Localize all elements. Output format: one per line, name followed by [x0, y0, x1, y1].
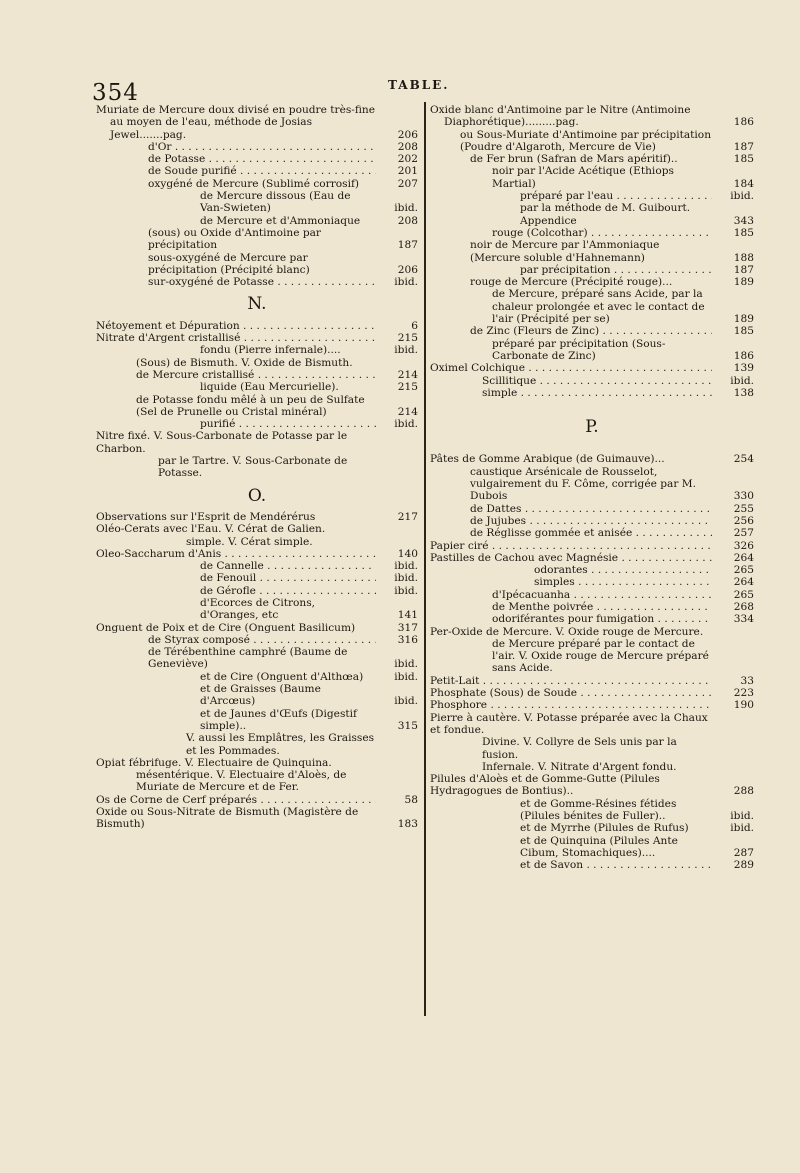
index-entry: [492, 165, 754, 190]
entry-text: Observations sur l'Esprit de Mendérérus: [96, 510, 316, 523]
entry-text: de Jujubes . . .: [470, 515, 712, 527]
index-section-o: [96, 511, 418, 831]
entry-text: odorantes . . .: [534, 564, 712, 576]
entry-text: de Fenouil . . .: [200, 572, 376, 584]
index-entry: [148, 178, 418, 190]
index-entry: [482, 761, 754, 773]
entry-text: de Réglisse gommée et anisée . . .: [470, 527, 712, 539]
index-entry: [136, 357, 418, 369]
index-entry: [96, 806, 418, 831]
entry-page-number: 288: [714, 785, 754, 797]
index-entry: [96, 794, 418, 806]
index-entry: [148, 165, 418, 177]
index-entry: [136, 369, 418, 381]
index-entry: [520, 859, 754, 871]
index-entry: [200, 585, 418, 597]
entry-text: et de Savon . . .: [520, 859, 712, 871]
entry-text: Papier ciré . . .: [430, 540, 712, 552]
index-entry: [158, 455, 418, 480]
index-entry: [200, 671, 418, 683]
entry-page-number: 265: [714, 589, 754, 601]
index-entry: [430, 540, 754, 552]
entry-page-number: 58: [378, 794, 418, 806]
entry-page-number: ibid.: [378, 572, 418, 584]
index-entry: [96, 430, 418, 455]
entry-text: (sous) ou Oxide d'Antimoine par précipitation: [148, 226, 321, 252]
entry-text: Pastilles de Cachou avec Magnésie . . .: [430, 552, 712, 564]
entry-text: Oxide ou Sous-Nitrate de Bismuth (Magistère de Bismuth): [96, 806, 359, 831]
entry-text: d'Or . . .: [148, 141, 376, 153]
index-entry: [430, 699, 754, 711]
entry-page-number: ibid.: [378, 585, 418, 597]
section-letter-p: P.: [585, 417, 599, 438]
index-entry: [200, 190, 418, 215]
entry-text: Scillitique . . .: [482, 375, 712, 387]
index-entry: [148, 634, 418, 646]
index-column-left: [96, 104, 418, 831]
entry-text: préparé par précipitation (Sous-Carbonate de Zinc): [492, 337, 666, 362]
page-header: [0, 0, 800, 110]
entry-text: Petit-Lait . . .: [430, 675, 712, 687]
entry-text: de Potasse . . .: [148, 153, 376, 165]
entry-text: de Zinc (Fleurs de Zinc) . . .: [470, 325, 712, 337]
entry-page-number: 33: [714, 675, 754, 687]
entry-text: rouge de Mercure (Précipité rouge)...: [470, 276, 673, 289]
entry-page-number: 326: [714, 540, 754, 552]
entry-page-number: 184: [714, 178, 754, 190]
entry-page-number: 207: [378, 178, 418, 190]
entry-text: Oxide blanc d'Antimoine par le Nitre (Antimoine Diaphorétique).........pag.: [430, 104, 691, 129]
entry-page-number: ibid.: [714, 375, 754, 387]
entry-page-number: 343: [714, 215, 754, 227]
entry-text: de Mercure cristallisé . . .: [136, 369, 376, 381]
entry-text: ou Sous-Muriate d'Antimoine par précipitation (Poudre d'Algaroth, Mercure de Vie): [460, 128, 712, 153]
entry-page-number: 140: [378, 548, 418, 560]
index-entry: [148, 646, 418, 671]
index-entry: [96, 548, 418, 560]
entry-page-number: 138: [714, 387, 754, 399]
index-entry: [520, 190, 754, 202]
entry-page-number: 256: [714, 515, 754, 527]
index-entry: [470, 239, 754, 264]
entry-page-number: 189: [714, 313, 754, 325]
entry-text: de Mercure, préparé sans Acide, par la chaleur prolongée et avec le contact de l'air (Précipité per se): [492, 288, 705, 326]
entry-page-number: 315: [378, 720, 418, 732]
entry-page-number: 317: [378, 622, 418, 634]
entry-text: caustique Arsénicale de Rousselot, vulgairement du F. Côme, corrigée par M. Dubois: [470, 465, 696, 503]
entry-page-number: 202: [378, 153, 418, 165]
entry-page-number: ibid.: [714, 810, 754, 822]
entry-text: fondu (Pierre infernale)....: [200, 344, 341, 357]
entry-page-number: 186: [714, 116, 754, 128]
entry-text: noir par l'Acide Acétique (Ethiops Martial): [492, 165, 674, 190]
entry-page-number: 187: [378, 239, 418, 251]
entry-text: de Mercure et d'Ammoniaque: [200, 214, 361, 227]
index-entry: [470, 503, 754, 515]
index-entry: [470, 515, 754, 527]
entry-text: de Menthe poivrée . . .: [492, 601, 712, 613]
entry-page-number: 316: [378, 634, 418, 646]
index-entry: [482, 736, 754, 761]
index-entry: [430, 104, 754, 129]
entry-text: de Térébenthine camphré (Baume de Geneviève): [148, 646, 348, 671]
entry-text: et de Myrrhe (Pilules de Rufus): [520, 822, 689, 835]
entry-page-number: 190: [714, 699, 754, 711]
index-entry: [96, 511, 418, 523]
entry-text: préparé par l'eau . . .: [520, 190, 712, 202]
entry-text: Nitre fixé. V. Sous-Carbonate de Potasse par le Charbon.: [96, 430, 348, 455]
entry-text: Oléo-Cerats avec l'Eau. V. Cérat de Galien.: [96, 523, 326, 536]
entry-page-number: 208: [378, 215, 418, 227]
index-column-right: [430, 104, 754, 872]
index-entry: [148, 252, 418, 277]
entry-text: Os de Corne de Cerf préparés . . .: [96, 794, 376, 806]
entry-page-number: 183: [378, 818, 418, 830]
entry-page-number: 186: [714, 350, 754, 362]
entry-text: V. aussi les Emplâtres, les Graisses et les Pommades.: [186, 732, 375, 757]
index-entry: [460, 129, 754, 154]
index-entry: [200, 560, 418, 572]
entry-page-number: 6: [378, 320, 418, 332]
index-entry: [520, 798, 754, 823]
entry-text: Nétoyement et Dépuration . . .: [96, 320, 376, 332]
entry-text: de Potasse fondu mêlé à un peu de Sulfate (Sel de Prunelle ou Cristal minéral): [136, 393, 365, 418]
page-number: 354: [92, 80, 139, 106]
index-entry: [492, 338, 754, 363]
index-entry: [430, 453, 754, 465]
running-head: TABLE.: [388, 78, 450, 92]
entry-text: Divine. V. Collyre de Sels unis par la fusion.: [482, 736, 677, 761]
index-entry: [186, 732, 418, 757]
entry-page-number: 206: [378, 264, 418, 276]
entry-page-number: 287: [714, 847, 754, 859]
entry-page-number: 208: [378, 141, 418, 153]
entry-page-number: ibid.: [714, 190, 754, 202]
index-entry: [430, 675, 754, 687]
index-entry: [148, 227, 418, 252]
index-entry: [430, 712, 754, 737]
index-entry: [200, 572, 418, 584]
entry-page-number: 265: [714, 564, 754, 576]
index-entry: [534, 564, 754, 576]
index-entry: [492, 601, 754, 613]
index-entry: [470, 527, 754, 539]
index-entry: [482, 375, 754, 387]
index-entry: [200, 381, 418, 393]
entry-page-number: 185: [714, 153, 754, 165]
index-entry: [470, 325, 754, 337]
entry-page-number: 289: [714, 859, 754, 871]
entry-text: de Styrax composé . . .: [148, 634, 376, 646]
entry-page-number: 257: [714, 527, 754, 539]
entry-text: purifié . . .: [200, 418, 376, 430]
index-entry: [96, 757, 418, 769]
index-section-p: [430, 453, 754, 871]
index-entry: [96, 332, 418, 344]
entry-text: de Cannelle . . .: [200, 560, 376, 572]
entry-text: oxygéné de Mercure (Sublimé corrosif): [148, 177, 360, 190]
section-letter-o: O.: [247, 485, 267, 506]
index-entry: [520, 822, 754, 834]
entry-page-number: ibid.: [378, 560, 418, 572]
index-entry: [96, 320, 418, 332]
entry-page-number: 223: [714, 687, 754, 699]
entry-page-number: 254: [714, 453, 754, 465]
index-entry: [470, 466, 754, 503]
entry-text: de Mercure préparé par le contact de l'air. V. Oxide rouge de Mercure préparé sans Acide.: [492, 637, 709, 675]
entry-page-number: ibid.: [378, 671, 418, 683]
column-divider: [424, 102, 426, 1016]
index-entry: [492, 227, 754, 239]
entry-page-number: 187: [714, 264, 754, 276]
entry-text: mésentérique. V. Electuaire d'Aloès, de Muriate de Mercure et de Fer.: [136, 769, 347, 794]
entry-page-number: 264: [714, 552, 754, 564]
entry-text: et de Cire (Onguent d'Althœa): [200, 670, 364, 683]
entry-page-number: 264: [714, 576, 754, 588]
index-entry: [492, 638, 754, 675]
index-entry: [200, 683, 418, 708]
index-entry: [136, 394, 418, 419]
index-entry: [430, 773, 754, 798]
entry-text: Pâtes de Gomme Arabique (de Guimauve)...: [430, 453, 665, 466]
index-entry: [470, 153, 754, 165]
entry-page-number: ibid.: [378, 418, 418, 430]
entry-text: Per-Oxide de Mercure. V. Oxide rouge de Mercure.: [430, 625, 704, 638]
entry-text: par la méthode de M. Guibourt. Appendice: [520, 202, 691, 227]
entry-text: simples . . .: [534, 576, 712, 588]
entry-page-number: 141: [378, 609, 418, 621]
entry-text: de Soude purifié . . .: [148, 165, 376, 177]
entry-text: liquide (Eau Mercurielle).: [200, 381, 339, 394]
index-entry: [96, 523, 418, 535]
entry-page-number: 185: [714, 325, 754, 337]
index-entry: [470, 276, 754, 288]
index-section-m: [96, 104, 418, 288]
entry-text: odoriférantes pour fumigation . . .: [492, 613, 712, 625]
index-entry: [492, 613, 754, 625]
entry-text: de Gérofle . . .: [200, 585, 376, 597]
section-letter-n: N.: [247, 294, 267, 315]
entry-text: Phosphate (Sous) de Soude . . .: [430, 687, 712, 699]
entry-text: et de Jaunes d'Œufs (Digestif simple)..: [200, 707, 357, 732]
entry-page-number: 214: [378, 369, 418, 381]
entry-text: et de Gomme-Résines fétides (Pilules bénites de Fuller)..: [520, 797, 677, 823]
entry-text: Oximel Colchique . . .: [430, 362, 712, 374]
entry-text: d'Ecorces de Citrons, d'Oranges, etc: [200, 596, 316, 622]
entry-text: noir de Mercure par l'Ammoniaque (Mercure soluble d'Hahnemann): [470, 239, 660, 264]
entry-text: Nitrate d'Argent cristallisé . . .: [96, 332, 376, 344]
entry-text: de Dattes . . .: [470, 503, 712, 515]
entry-text: Opiat fébrifuge. V. Electuaire de Quinquina.: [96, 756, 332, 769]
index-entry: [148, 141, 418, 153]
index-entry: [430, 687, 754, 699]
index-entry: [200, 344, 418, 356]
entry-page-number: 201: [378, 165, 418, 177]
index-entry: [520, 202, 754, 227]
entry-text: et de Quinquina (Pilules Ante Cibum, Stomachiques)....: [520, 834, 678, 859]
index-entry: [200, 597, 418, 622]
index-section-o-continued: [430, 104, 754, 399]
entry-page-number: 255: [714, 503, 754, 515]
entry-page-number: 139: [714, 362, 754, 374]
index-entry: [186, 536, 418, 548]
index-entry: [136, 769, 418, 794]
entry-page-number: 188: [714, 252, 754, 264]
entry-page-number: ibid.: [714, 822, 754, 834]
index-entry: [492, 589, 754, 601]
entry-text: et de Graisses (Baume d'Arcœus): [200, 683, 321, 708]
entry-text: sous-oxygéné de Mercure par précipitation (Précipité blanc): [148, 251, 310, 276]
index-entry: [200, 708, 418, 733]
index-entry: [200, 418, 418, 430]
entry-text: d'Ipécacuanha . . .: [492, 589, 712, 601]
entry-page-number: 215: [378, 381, 418, 393]
entry-page-number: 206: [378, 129, 418, 141]
entry-text: simple . . .: [482, 387, 712, 399]
entry-text: Infernale. V. Nitrate d'Argent fondu.: [482, 760, 677, 773]
index-entry: [430, 362, 754, 374]
entry-page-number: 215: [378, 332, 418, 344]
index-section-n: [96, 320, 418, 480]
entry-text: rouge (Colcothar) . . .: [492, 227, 712, 239]
index-entry: [430, 552, 754, 564]
index-entry: [200, 215, 418, 227]
index-entry: [96, 104, 418, 141]
index-entry: [520, 264, 754, 276]
entry-text: Oleo-Saccharum d'Anis . . .: [96, 548, 376, 560]
entry-page-number: 217: [378, 511, 418, 523]
index-entry: [482, 387, 754, 399]
entry-text: (Sous) de Bismuth. V. Oxide de Bismuth.: [136, 356, 353, 369]
entry-text: de Mercure dissous (Eau de Van-Swieten): [200, 190, 351, 215]
entry-text: par précipitation . . .: [520, 264, 712, 276]
entry-page-number: ibid.: [378, 276, 418, 288]
entry-text: Pierre à cautère. V. Potasse préparée avec la Chaux et fondue.: [430, 711, 708, 736]
entry-text: par le Tartre. V. Sous-Carbonate de Potasse.: [158, 455, 348, 480]
entry-page-number: 214: [378, 406, 418, 418]
index-entry: [430, 626, 754, 638]
index-entry: [492, 288, 754, 325]
entry-page-number: 189: [714, 276, 754, 288]
index-entry: [534, 576, 754, 588]
entry-page-number: ibid.: [378, 344, 418, 356]
entry-text: simple. V. Cérat simple.: [186, 535, 313, 548]
index-entry: [520, 835, 754, 860]
entry-page-number: 330: [714, 490, 754, 502]
entry-text: Onguent de Poix et de Cire (Onguent Basilicum): [96, 621, 356, 634]
entry-page-number: 185: [714, 227, 754, 239]
entry-page-number: ibid.: [378, 695, 418, 707]
entry-text: Muriate de Mercure doux divisé en poudre très-fine au moyen de l'eau, méthode de Josias Jewel.......pag.: [96, 104, 376, 141]
entry-page-number: 187: [714, 141, 754, 153]
index-entry: [148, 153, 418, 165]
index-entry: [96, 622, 418, 634]
entry-page-number: ibid.: [378, 202, 418, 214]
entry-page-number: ibid.: [378, 658, 418, 670]
entry-page-number: 334: [714, 613, 754, 625]
entry-text: Phosphore . . .: [430, 699, 712, 711]
index-entry: [148, 276, 418, 288]
entry-text: Pilules d'Aloès et de Gomme-Gutte (Pilules Hydragogues de Bontius)..: [430, 773, 660, 798]
entry-text: sur-oxygéné de Potasse . . .: [148, 276, 376, 288]
entry-page-number: 268: [714, 601, 754, 613]
entry-text: de Fer brun (Safran de Mars apéritif)..: [470, 153, 678, 166]
